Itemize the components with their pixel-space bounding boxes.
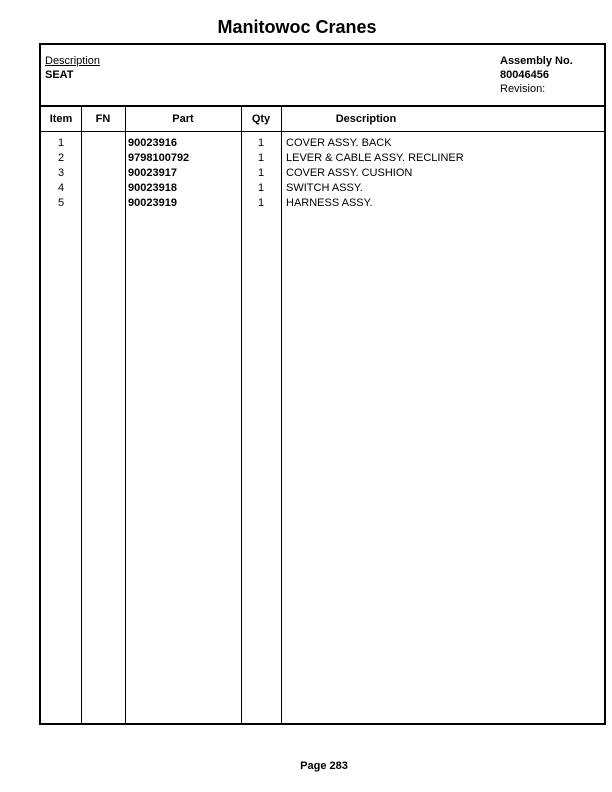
part-cell: 9798100792 bbox=[128, 152, 190, 164]
column-header-description: Description bbox=[335, 113, 397, 125]
table-row bbox=[41, 197, 604, 212]
parts-list-frame bbox=[39, 43, 606, 725]
qty-cell: 1 bbox=[257, 152, 265, 164]
description-cell: COVER ASSY. BACK bbox=[286, 137, 392, 149]
table-row bbox=[41, 182, 604, 197]
assembly-header bbox=[41, 45, 604, 107]
description-cell: LEVER & CABLE ASSY. RECLINER bbox=[286, 152, 464, 164]
qty-cell: 1 bbox=[257, 182, 265, 194]
description-cell: COVER ASSY. CUSHION bbox=[286, 167, 413, 179]
revision-label: Revision: bbox=[500, 83, 546, 95]
item-cell: 5 bbox=[57, 197, 65, 209]
item-cell: 2 bbox=[57, 152, 65, 164]
part-cell: 90023916 bbox=[128, 137, 177, 149]
page-number: Page 283 bbox=[300, 760, 348, 772]
description-cell: SWITCH ASSY. bbox=[286, 182, 363, 194]
item-cell: 1 bbox=[57, 137, 65, 149]
qty-cell: 1 bbox=[257, 167, 265, 179]
item-cell: 4 bbox=[57, 182, 65, 194]
description-value: SEAT bbox=[45, 69, 74, 81]
assembly-number-value: 80046456 bbox=[500, 69, 549, 81]
description-cell: HARNESS ASSY. bbox=[286, 197, 373, 209]
table-body bbox=[41, 137, 604, 212]
column-header-item: Item bbox=[49, 113, 73, 125]
qty-cell: 1 bbox=[257, 137, 265, 149]
table-row bbox=[41, 152, 604, 167]
column-header-qty: Qty bbox=[251, 113, 271, 125]
column-header-fn: FN bbox=[95, 113, 111, 125]
assembly-number-label: Assembly No. bbox=[500, 55, 573, 67]
description-label: Description bbox=[45, 55, 101, 67]
table-row bbox=[41, 137, 604, 152]
part-cell: 90023919 bbox=[128, 197, 177, 209]
qty-cell: 1 bbox=[257, 197, 265, 209]
page-title: Manitowoc Cranes bbox=[217, 17, 377, 37]
item-cell: 3 bbox=[57, 167, 65, 179]
part-cell: 90023918 bbox=[128, 182, 177, 194]
table-row bbox=[41, 167, 604, 182]
part-cell: 90023917 bbox=[128, 167, 177, 179]
column-header-part: Part bbox=[172, 113, 194, 125]
